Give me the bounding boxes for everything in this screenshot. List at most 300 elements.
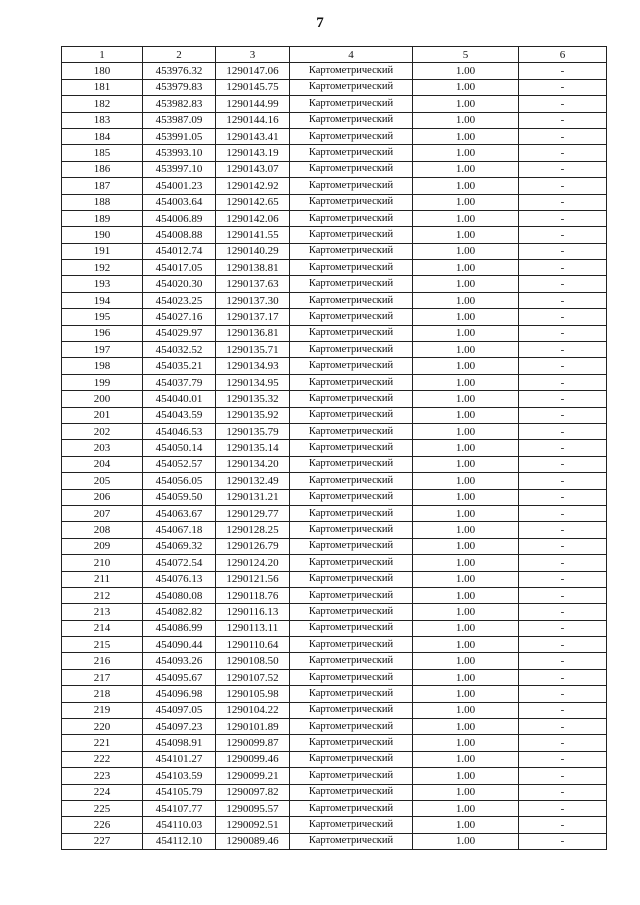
y-coordinate-cell: 1290128.25 <box>216 522 290 538</box>
note-cell: - <box>519 833 607 849</box>
method-cell: Картометрический <box>290 391 413 407</box>
method-cell: Картометрический <box>290 63 413 79</box>
method-cell: Картометрический <box>290 342 413 358</box>
x-coordinate-cell: 454090.44 <box>143 637 216 653</box>
method-cell: Картометрический <box>290 309 413 325</box>
point-number-cell: 219 <box>62 702 143 718</box>
y-coordinate-cell: 1290099.21 <box>216 768 290 784</box>
x-coordinate-cell: 454052.57 <box>143 456 216 472</box>
table-row <box>62 79 607 95</box>
y-coordinate-cell: 1290131.21 <box>216 489 290 505</box>
x-coordinate-cell: 454097.23 <box>143 719 216 735</box>
table-row <box>62 604 607 620</box>
note-cell: - <box>519 637 607 653</box>
y-coordinate-cell: 1290099.87 <box>216 735 290 751</box>
point-number-cell: 202 <box>62 423 143 439</box>
point-number-cell: 217 <box>62 669 143 685</box>
y-coordinate-cell: 1290124.20 <box>216 555 290 571</box>
point-number-cell: 204 <box>62 456 143 472</box>
y-coordinate-cell: 1290142.65 <box>216 194 290 210</box>
note-cell: - <box>519 210 607 226</box>
x-coordinate-cell: 454096.98 <box>143 686 216 702</box>
x-coordinate-cell: 454029.97 <box>143 325 216 341</box>
y-coordinate-cell: 1290140.29 <box>216 243 290 259</box>
x-coordinate-cell: 454069.32 <box>143 538 216 554</box>
method-cell: Картометрический <box>290 243 413 259</box>
y-coordinate-cell: 1290138.81 <box>216 260 290 276</box>
note-cell: - <box>519 128 607 144</box>
note-cell: - <box>519 800 607 816</box>
note-cell: - <box>519 653 607 669</box>
note-cell: - <box>519 194 607 210</box>
table-row <box>62 145 607 161</box>
note-cell: - <box>519 79 607 95</box>
accuracy-cell: 1.00 <box>413 112 519 128</box>
point-number-cell: 199 <box>62 374 143 390</box>
note-cell: - <box>519 686 607 702</box>
accuracy-cell: 1.00 <box>413 374 519 390</box>
table-row <box>62 309 607 325</box>
accuracy-cell: 1.00 <box>413 391 519 407</box>
y-coordinate-cell: 1290095.57 <box>216 800 290 816</box>
table-row <box>62 587 607 603</box>
table-row <box>62 342 607 358</box>
x-coordinate-cell: 454076.13 <box>143 571 216 587</box>
method-cell: Картометрический <box>290 522 413 538</box>
y-coordinate-cell: 1290135.32 <box>216 391 290 407</box>
accuracy-cell: 1.00 <box>413 505 519 521</box>
point-number-cell: 189 <box>62 210 143 226</box>
accuracy-cell: 1.00 <box>413 227 519 243</box>
accuracy-cell: 1.00 <box>413 489 519 505</box>
method-cell: Картометрический <box>290 505 413 521</box>
header-row <box>62 47 607 63</box>
method-cell: Картометрический <box>290 178 413 194</box>
table-row <box>62 96 607 112</box>
y-coordinate-cell: 1290144.99 <box>216 96 290 112</box>
table-row <box>62 489 607 505</box>
method-cell: Картометрический <box>290 489 413 505</box>
accuracy-cell: 1.00 <box>413 260 519 276</box>
y-coordinate-cell: 1290141.55 <box>216 227 290 243</box>
method-cell: Картометрический <box>290 325 413 341</box>
y-coordinate-cell: 1290142.92 <box>216 178 290 194</box>
table-row <box>62 637 607 653</box>
y-coordinate-cell: 1290143.19 <box>216 145 290 161</box>
note-cell: - <box>519 817 607 833</box>
x-coordinate-cell: 454056.05 <box>143 473 216 489</box>
note-cell: - <box>519 161 607 177</box>
table-row <box>62 210 607 226</box>
accuracy-cell: 1.00 <box>413 456 519 472</box>
point-number-cell: 209 <box>62 538 143 554</box>
table-row <box>62 194 607 210</box>
accuracy-cell: 1.00 <box>413 702 519 718</box>
x-coordinate-cell: 453987.09 <box>143 112 216 128</box>
x-coordinate-cell: 454105.79 <box>143 784 216 800</box>
x-coordinate-cell: 454103.59 <box>143 768 216 784</box>
table-row <box>62 374 607 390</box>
note-cell: - <box>519 489 607 505</box>
y-coordinate-cell: 1290108.50 <box>216 653 290 669</box>
y-coordinate-cell: 1290135.79 <box>216 423 290 439</box>
method-cell: Картометрический <box>290 112 413 128</box>
note-cell: - <box>519 292 607 308</box>
x-coordinate-cell: 454050.14 <box>143 440 216 456</box>
point-number-cell: 198 <box>62 358 143 374</box>
x-coordinate-cell: 454063.67 <box>143 505 216 521</box>
note-cell: - <box>519 555 607 571</box>
note-cell: - <box>519 407 607 423</box>
point-number-cell: 188 <box>62 194 143 210</box>
y-coordinate-cell: 1290110.64 <box>216 637 290 653</box>
accuracy-cell: 1.00 <box>413 79 519 95</box>
table-row <box>62 276 607 292</box>
y-coordinate-cell: 1290129.77 <box>216 505 290 521</box>
x-coordinate-cell: 454040.01 <box>143 391 216 407</box>
note-cell: - <box>519 735 607 751</box>
x-coordinate-cell: 454017.05 <box>143 260 216 276</box>
y-coordinate-cell: 1290143.07 <box>216 161 290 177</box>
method-cell: Картометрический <box>290 194 413 210</box>
y-coordinate-cell: 1290097.82 <box>216 784 290 800</box>
method-cell: Картометрический <box>290 407 413 423</box>
table-row <box>62 784 607 800</box>
table-row <box>62 358 607 374</box>
point-number-cell: 196 <box>62 325 143 341</box>
note-cell: - <box>519 227 607 243</box>
point-number-cell: 186 <box>62 161 143 177</box>
x-coordinate-cell: 454080.08 <box>143 587 216 603</box>
point-number-cell: 193 <box>62 276 143 292</box>
method-cell: Картометрический <box>290 735 413 751</box>
column-header-6: 6 <box>519 47 607 63</box>
y-coordinate-cell: 1290134.95 <box>216 374 290 390</box>
y-coordinate-cell: 1290135.71 <box>216 342 290 358</box>
method-cell: Картометрический <box>290 128 413 144</box>
coordinates-table <box>61 46 607 850</box>
y-coordinate-cell: 1290121.56 <box>216 571 290 587</box>
table-body <box>62 63 607 850</box>
method-cell: Картометрический <box>290 96 413 112</box>
point-number-cell: 190 <box>62 227 143 243</box>
accuracy-cell: 1.00 <box>413 735 519 751</box>
x-coordinate-cell: 454012.74 <box>143 243 216 259</box>
y-coordinate-cell: 1290145.75 <box>216 79 290 95</box>
point-number-cell: 195 <box>62 309 143 325</box>
point-number-cell: 218 <box>62 686 143 702</box>
accuracy-cell: 1.00 <box>413 473 519 489</box>
table-row <box>62 243 607 259</box>
point-number-cell: 215 <box>62 637 143 653</box>
accuracy-cell: 1.00 <box>413 800 519 816</box>
y-coordinate-cell: 1290136.81 <box>216 325 290 341</box>
note-cell: - <box>519 276 607 292</box>
accuracy-cell: 1.00 <box>413 358 519 374</box>
note-cell: - <box>519 702 607 718</box>
x-coordinate-cell: 454059.50 <box>143 489 216 505</box>
method-cell: Картометрический <box>290 702 413 718</box>
point-number-cell: 222 <box>62 751 143 767</box>
method-cell: Картометрический <box>290 751 413 767</box>
note-cell: - <box>519 505 607 521</box>
point-number-cell: 214 <box>62 620 143 636</box>
table-row <box>62 702 607 718</box>
x-coordinate-cell: 454003.64 <box>143 194 216 210</box>
x-coordinate-cell: 454043.59 <box>143 407 216 423</box>
accuracy-cell: 1.00 <box>413 817 519 833</box>
accuracy-cell: 1.00 <box>413 342 519 358</box>
point-number-cell: 191 <box>62 243 143 259</box>
point-number-cell: 197 <box>62 342 143 358</box>
x-coordinate-cell: 454082.82 <box>143 604 216 620</box>
x-coordinate-cell: 454098.91 <box>143 735 216 751</box>
table-row <box>62 128 607 144</box>
point-number-cell: 192 <box>62 260 143 276</box>
table-row <box>62 391 607 407</box>
table-row <box>62 800 607 816</box>
accuracy-cell: 1.00 <box>413 309 519 325</box>
column-header-3: 3 <box>216 47 290 63</box>
table-row <box>62 817 607 833</box>
x-coordinate-cell: 453982.83 <box>143 96 216 112</box>
x-coordinate-cell: 453976.32 <box>143 63 216 79</box>
y-coordinate-cell: 1290134.93 <box>216 358 290 374</box>
table-row <box>62 768 607 784</box>
method-cell: Картометрический <box>290 79 413 95</box>
method-cell: Картометрический <box>290 161 413 177</box>
table-row <box>62 227 607 243</box>
note-cell: - <box>519 243 607 259</box>
x-coordinate-cell: 454020.30 <box>143 276 216 292</box>
accuracy-cell: 1.00 <box>413 440 519 456</box>
accuracy-cell: 1.00 <box>413 784 519 800</box>
y-coordinate-cell: 1290126.79 <box>216 538 290 554</box>
y-coordinate-cell: 1290107.52 <box>216 669 290 685</box>
point-number-cell: 227 <box>62 833 143 849</box>
table-row <box>62 522 607 538</box>
x-coordinate-cell: 454006.89 <box>143 210 216 226</box>
table-row <box>62 669 607 685</box>
table-row <box>62 735 607 751</box>
accuracy-cell: 1.00 <box>413 538 519 554</box>
point-number-cell: 216 <box>62 653 143 669</box>
note-cell: - <box>519 325 607 341</box>
accuracy-cell: 1.00 <box>413 604 519 620</box>
note-cell: - <box>519 751 607 767</box>
point-number-cell: 207 <box>62 505 143 521</box>
y-coordinate-cell: 1290135.92 <box>216 407 290 423</box>
point-number-cell: 200 <box>62 391 143 407</box>
y-coordinate-cell: 1290137.63 <box>216 276 290 292</box>
accuracy-cell: 1.00 <box>413 145 519 161</box>
point-number-cell: 226 <box>62 817 143 833</box>
x-coordinate-cell: 454097.05 <box>143 702 216 718</box>
y-coordinate-cell: 1290113.11 <box>216 620 290 636</box>
table-row <box>62 473 607 489</box>
x-coordinate-cell: 454008.88 <box>143 227 216 243</box>
method-cell: Картометрический <box>290 210 413 226</box>
y-coordinate-cell: 1290144.16 <box>216 112 290 128</box>
point-number-cell: 187 <box>62 178 143 194</box>
table-row <box>62 555 607 571</box>
note-cell: - <box>519 391 607 407</box>
table-row <box>62 751 607 767</box>
x-coordinate-cell: 453991.05 <box>143 128 216 144</box>
table-row <box>62 112 607 128</box>
accuracy-cell: 1.00 <box>413 751 519 767</box>
point-number-cell: 220 <box>62 719 143 735</box>
y-coordinate-cell: 1290143.41 <box>216 128 290 144</box>
note-cell: - <box>519 309 607 325</box>
method-cell: Картометрический <box>290 440 413 456</box>
x-coordinate-cell: 454027.16 <box>143 309 216 325</box>
table-row <box>62 538 607 554</box>
point-number-cell: 210 <box>62 555 143 571</box>
method-cell: Картометрический <box>290 620 413 636</box>
note-cell: - <box>519 145 607 161</box>
y-coordinate-cell: 1290135.14 <box>216 440 290 456</box>
table-row <box>62 686 607 702</box>
x-coordinate-cell: 454035.21 <box>143 358 216 374</box>
point-number-cell: 205 <box>62 473 143 489</box>
method-cell: Картометрический <box>290 538 413 554</box>
point-number-cell: 203 <box>62 440 143 456</box>
table-row <box>62 653 607 669</box>
y-coordinate-cell: 1290134.20 <box>216 456 290 472</box>
accuracy-cell: 1.00 <box>413 292 519 308</box>
note-cell: - <box>519 571 607 587</box>
note-cell: - <box>519 768 607 784</box>
x-coordinate-cell: 454046.53 <box>143 423 216 439</box>
note-cell: - <box>519 96 607 112</box>
accuracy-cell: 1.00 <box>413 637 519 653</box>
accuracy-cell: 1.00 <box>413 243 519 259</box>
x-coordinate-cell: 454112.10 <box>143 833 216 849</box>
note-cell: - <box>519 423 607 439</box>
accuracy-cell: 1.00 <box>413 768 519 784</box>
accuracy-cell: 1.00 <box>413 178 519 194</box>
point-number-cell: 223 <box>62 768 143 784</box>
accuracy-cell: 1.00 <box>413 276 519 292</box>
x-coordinate-cell: 454037.79 <box>143 374 216 390</box>
y-coordinate-cell: 1290101.89 <box>216 719 290 735</box>
method-cell: Картометрический <box>290 227 413 243</box>
accuracy-cell: 1.00 <box>413 161 519 177</box>
note-cell: - <box>519 719 607 735</box>
method-cell: Картометрический <box>290 833 413 849</box>
table-row <box>62 440 607 456</box>
x-coordinate-cell: 453979.83 <box>143 79 216 95</box>
note-cell: - <box>519 473 607 489</box>
table-row <box>62 178 607 194</box>
table-row <box>62 505 607 521</box>
y-coordinate-cell: 1290104.22 <box>216 702 290 718</box>
x-coordinate-cell: 454032.52 <box>143 342 216 358</box>
table-row <box>62 719 607 735</box>
accuracy-cell: 1.00 <box>413 423 519 439</box>
note-cell: - <box>519 604 607 620</box>
method-cell: Картометрический <box>290 358 413 374</box>
table-row <box>62 833 607 849</box>
x-coordinate-cell: 454072.54 <box>143 555 216 571</box>
accuracy-cell: 1.00 <box>413 325 519 341</box>
table-row <box>62 407 607 423</box>
y-coordinate-cell: 1290092.51 <box>216 817 290 833</box>
note-cell: - <box>519 374 607 390</box>
note-cell: - <box>519 260 607 276</box>
accuracy-cell: 1.00 <box>413 620 519 636</box>
accuracy-cell: 1.00 <box>413 63 519 79</box>
accuracy-cell: 1.00 <box>413 686 519 702</box>
point-number-cell: 208 <box>62 522 143 538</box>
x-coordinate-cell: 454095.67 <box>143 669 216 685</box>
method-cell: Картометрический <box>290 669 413 685</box>
table-row <box>62 260 607 276</box>
note-cell: - <box>519 538 607 554</box>
note-cell: - <box>519 112 607 128</box>
table-row <box>62 571 607 587</box>
method-cell: Картометрический <box>290 653 413 669</box>
accuracy-cell: 1.00 <box>413 128 519 144</box>
accuracy-cell: 1.00 <box>413 210 519 226</box>
method-cell: Картометрический <box>290 637 413 653</box>
x-coordinate-cell: 453997.10 <box>143 161 216 177</box>
x-coordinate-cell: 454101.27 <box>143 751 216 767</box>
method-cell: Картометрический <box>290 817 413 833</box>
column-header-2: 2 <box>143 47 216 63</box>
point-number-cell: 182 <box>62 96 143 112</box>
accuracy-cell: 1.00 <box>413 555 519 571</box>
point-number-cell: 211 <box>62 571 143 587</box>
accuracy-cell: 1.00 <box>413 407 519 423</box>
point-number-cell: 184 <box>62 128 143 144</box>
y-coordinate-cell: 1290089.46 <box>216 833 290 849</box>
y-coordinate-cell: 1290118.76 <box>216 587 290 603</box>
method-cell: Картометрический <box>290 800 413 816</box>
table-row <box>62 620 607 636</box>
x-coordinate-cell: 453993.10 <box>143 145 216 161</box>
note-cell: - <box>519 620 607 636</box>
y-coordinate-cell: 1290137.30 <box>216 292 290 308</box>
note-cell: - <box>519 342 607 358</box>
table-row <box>62 325 607 341</box>
table-row <box>62 161 607 177</box>
y-coordinate-cell: 1290116.13 <box>216 604 290 620</box>
y-coordinate-cell: 1290099.46 <box>216 751 290 767</box>
x-coordinate-cell: 454086.99 <box>143 620 216 636</box>
accuracy-cell: 1.00 <box>413 719 519 735</box>
method-cell: Картометрический <box>290 423 413 439</box>
method-cell: Картометрический <box>290 276 413 292</box>
accuracy-cell: 1.00 <box>413 194 519 210</box>
method-cell: Картометрический <box>290 604 413 620</box>
y-coordinate-cell: 1290147.06 <box>216 63 290 79</box>
y-coordinate-cell: 1290142.06 <box>216 210 290 226</box>
method-cell: Картометрический <box>290 260 413 276</box>
x-coordinate-cell: 454093.26 <box>143 653 216 669</box>
point-number-cell: 213 <box>62 604 143 620</box>
table-row <box>62 292 607 308</box>
point-number-cell: 185 <box>62 145 143 161</box>
note-cell: - <box>519 522 607 538</box>
x-coordinate-cell: 454107.77 <box>143 800 216 816</box>
y-coordinate-cell: 1290105.98 <box>216 686 290 702</box>
point-number-cell: 206 <box>62 489 143 505</box>
method-cell: Картометрический <box>290 768 413 784</box>
accuracy-cell: 1.00 <box>413 653 519 669</box>
method-cell: Картометрический <box>290 784 413 800</box>
